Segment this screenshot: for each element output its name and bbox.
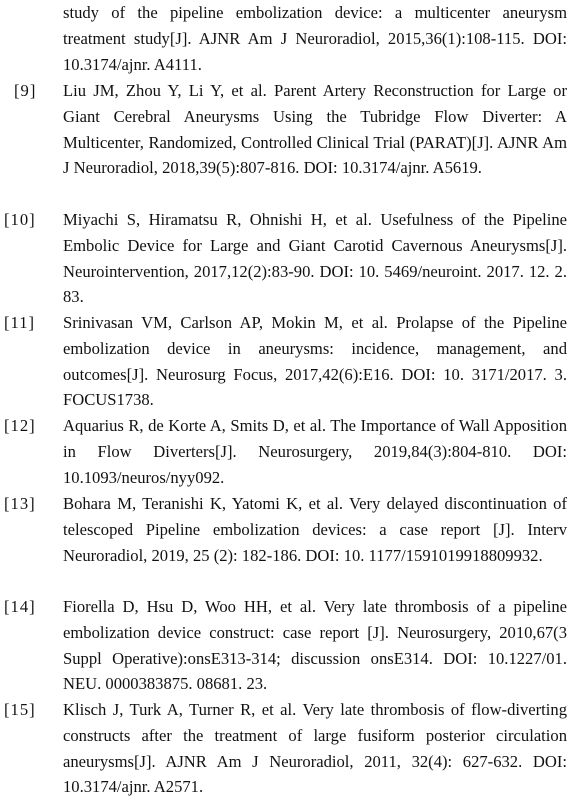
reference-number: [14] xyxy=(4,597,36,616)
reference-item xyxy=(0,594,575,697)
reference-item xyxy=(0,207,575,310)
reference-item xyxy=(0,491,575,594)
reference-text: Fiorella D, Hsu D, Woo HH, et al. Very late thrombosis of a pipeline embolization device construct: case report [J]. Neurosurgery, 2010,67(3 Suppl Operative):onsE313-314; discussion onsE314. DOI: 10.1227/01. NEU. 0000383875. 08681. 23. xyxy=(63,597,567,694)
reference-text: Klisch J, Turk A, Turner R, et al. Very late thrombosis of flow-diverting constructs after the treatment of large fusiform posterior circulation aneurysms[J]. AJNR Am J Neuroradiol, 2011, 32(4): 627-632. DOI: 10.3174/ajnr. A2571. xyxy=(63,700,567,797)
reference-number: [10] xyxy=(4,210,36,229)
reference-number: [13] xyxy=(4,494,36,513)
reference-text: Aquarius R, de Korte A, Smits D, et al. The Importance of Wall Apposition in Flow Diverters[J]. Neurosurgery, 2019,84(3):804-810. DOI: 10.1093/neuros/nyy092. xyxy=(63,416,567,487)
reference-text: Miyachi S, Hiramatsu R, Ohnishi H, et al. Usefulness of the Pipeline Embolic Device for Large and Giant Carotid Cavernous Aneurysms[J]. Neurointervention, 2017,12(2):83-90. DOI: 10. 5469/neuroint. 2017. 12. 2. 83. xyxy=(63,210,567,307)
reference-item xyxy=(0,413,575,491)
reference-number: [12] xyxy=(4,416,36,435)
reference-text: Liu JM, Zhou Y, Li Y, et al. Parent Artery Reconstruction for Large or Giant Cerebral Aneurysms Using the Tubridge Flow Diverter: A Multicenter, Randomized, Controlled Clinical Trial (PARAT)[J]. AJNR Am J Neuroradiol, 2018,39(5):807-816. DOI: 10.3174/ajnr. A5619. xyxy=(63,81,567,178)
reference-item xyxy=(0,697,575,797)
reference-item xyxy=(0,310,575,413)
reference-number: [11] xyxy=(4,313,36,332)
reference-item xyxy=(0,78,575,207)
reference-item xyxy=(0,0,575,78)
reference-number: [15] xyxy=(4,700,36,719)
reference-number: [9] xyxy=(14,81,37,100)
reference-text: Srinivasan VM, Carlson AP, Mokin M, et al. Prolapse of the Pipeline embolization device in aneurysms: incidence, management, and outcomes[J]. Neurosurg Focus, 2017,42(6):E16. DOI: 10. 3171/2017. 3. FOCUS1738. xyxy=(63,313,567,410)
reference-text: study of the pipeline embolization device: a multicenter aneurysm treatment study[J]. AJNR Am J Neuroradiol, 2015,36(1):108-115. DOI: 10.3174/ajnr. A4111. xyxy=(63,3,567,74)
reference-text: Bohara M, Teranishi K, Yatomi K, et al. Very delayed discontinuation of telescoped Pipeline embolization devices: a case report [J]. Interv Neuroradiol, 2019, 25 (2): 182-186. DOI: 10. 1177/1591019918809932. xyxy=(63,494,567,565)
